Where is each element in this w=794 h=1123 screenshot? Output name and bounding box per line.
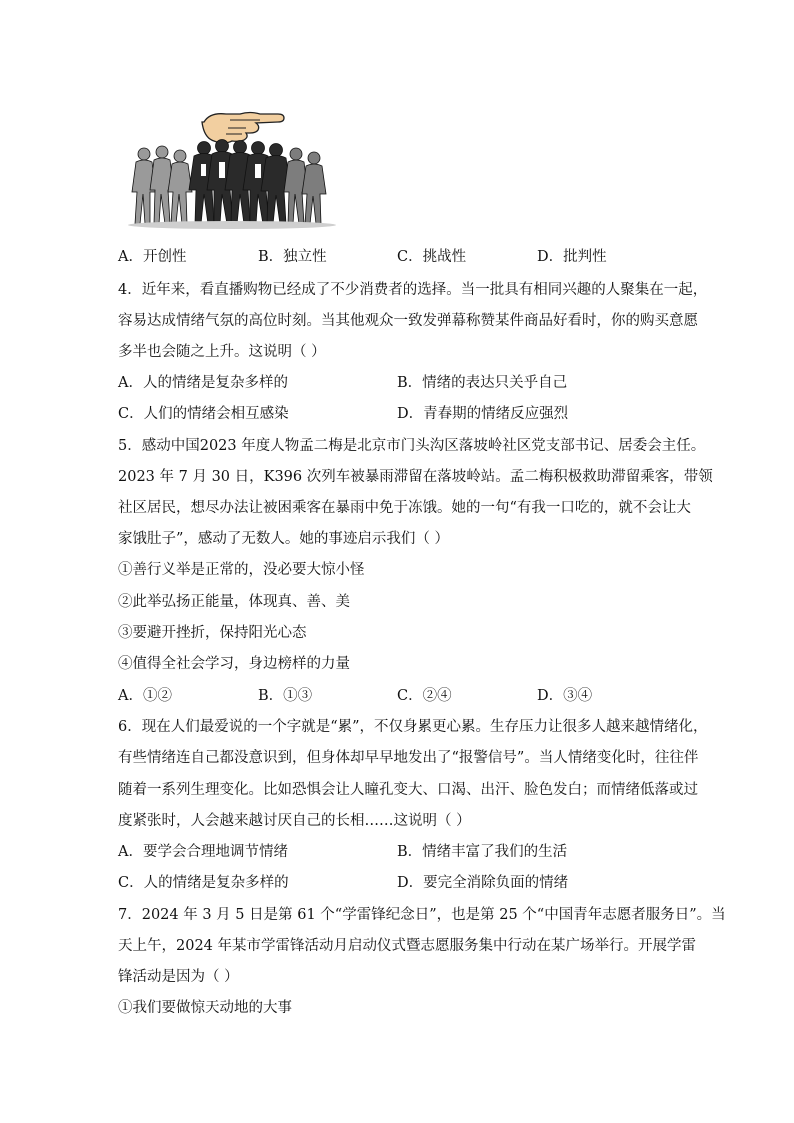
q6-stem-line-2: 有些情绪连自己都没意识到，但身体却早早地发出了“报警信号”。当人情绪变化时，往往伴 bbox=[118, 750, 699, 766]
q4-stem-line-1: 4．近年来，看直播购物已经成了不少消费者的选择。当一批具有相同兴趣的人聚集在一起， bbox=[118, 282, 708, 298]
crowd-of-people bbox=[128, 140, 336, 230]
q6-stem-line-3: 随着一系列生理变化。比如恐惧会让人瞳孔变大、口渴、出汗、脸色发白；而情绪低落或过 bbox=[118, 782, 698, 798]
q5-option-b[interactable]: B．①③ bbox=[258, 688, 313, 704]
q5-stem-line-4: 家饿肚子”，感动了无数人。她的事迹启示我们（ ） bbox=[118, 531, 450, 547]
q6-stem-line-4: 度紧张时，人会越来越讨厌自己的长相……这说明（ ） bbox=[118, 813, 471, 829]
q6-option-c[interactable]: C．人的情绪是复杂多样的 bbox=[118, 875, 289, 891]
q4-stem-line-3: 多半也会随之上升。这说明（ ） bbox=[118, 344, 326, 360]
q5-statement-2: ②此举弘扬正能量，体现真、善、美 bbox=[118, 594, 350, 610]
q3-option-a[interactable]: A．开创性 bbox=[118, 249, 187, 265]
q5-statement-3: ③要避开挫折，保持阳光心态 bbox=[118, 625, 307, 641]
q4-option-d[interactable]: D．青春期的情绪反应强烈 bbox=[397, 406, 569, 422]
q3-option-b[interactable]: B．独立性 bbox=[258, 249, 327, 265]
q5-stem-line-1: 5．感动中国2023 年度人物孟二梅是北京市门头沟区落坡岭社区党支部书记、居委会主任。 bbox=[118, 438, 706, 454]
q5-stem-line-3: 社区居民，想尽办法让被困乘客在暴雨中免于冻饿。她的一句“有我一口吃的，就不会让大 bbox=[118, 500, 691, 516]
q6-option-a[interactable]: A．要学会合理地调节情绪 bbox=[118, 844, 288, 860]
q5-stem-line-2: 2023 年 7 月 30 日，K396 次列车被暴雨滞留在落坡岭站。孟二梅积极救助滞留乘客，带领 bbox=[118, 469, 713, 485]
q5-option-d[interactable]: D．③④ bbox=[537, 688, 593, 704]
q3-option-d[interactable]: D．批判性 bbox=[537, 249, 607, 265]
q5-option-a[interactable]: A．①② bbox=[118, 688, 172, 704]
q4-stem-line-2: 容易达成情绪气氛的高位时刻。当其他观众一致发弹幕称赞某件商品好看时，你的购买意愿 bbox=[118, 313, 698, 329]
crowd-following-pointing-hand-illustration bbox=[124, 104, 339, 230]
q6-option-d[interactable]: D．要完全消除负面的情绪 bbox=[397, 875, 569, 891]
q3-option-c[interactable]: C．挑战性 bbox=[397, 249, 467, 265]
q4-option-c[interactable]: C．人们的情绪会相互感染 bbox=[118, 406, 289, 422]
q5-statement-4: ④值得全社会学习，身边榜样的力量 bbox=[118, 656, 350, 672]
q7-stem-line-1: 7．2024 年 3 月 5 日是第 61 个“学雷锋纪念日”，也是第 25 个“中国青年志愿者服务日”。当 bbox=[118, 907, 726, 923]
q7-stem-line-3: 锋活动是因为（ ） bbox=[118, 969, 239, 985]
q4-option-b[interactable]: B．情绪的表达只关乎自己 bbox=[397, 375, 568, 391]
q6-option-b[interactable]: B．情绪丰富了我们的生活 bbox=[397, 844, 568, 860]
q5-statement-1: ①善行义举是正常的，没必要大惊小怪 bbox=[118, 562, 365, 578]
pointing-hand-icon bbox=[202, 113, 284, 144]
q5-option-c[interactable]: C．②④ bbox=[397, 688, 452, 704]
q7-stem-line-2: 天上午，2024 年某市学雷锋活动月启动仪式暨志愿服务集中行动在某广场举行。开展学雷 bbox=[118, 938, 697, 954]
q6-stem-line-1: 6．现在人们最爱说的一个字就是“累”，不仅身累更心累。生存压力让很多人越来越情绪化， bbox=[118, 719, 708, 735]
q4-option-a[interactable]: A．人的情绪是复杂多样的 bbox=[118, 375, 288, 391]
q7-statement-1: ①我们要做惊天动地的大事 bbox=[118, 1000, 292, 1016]
